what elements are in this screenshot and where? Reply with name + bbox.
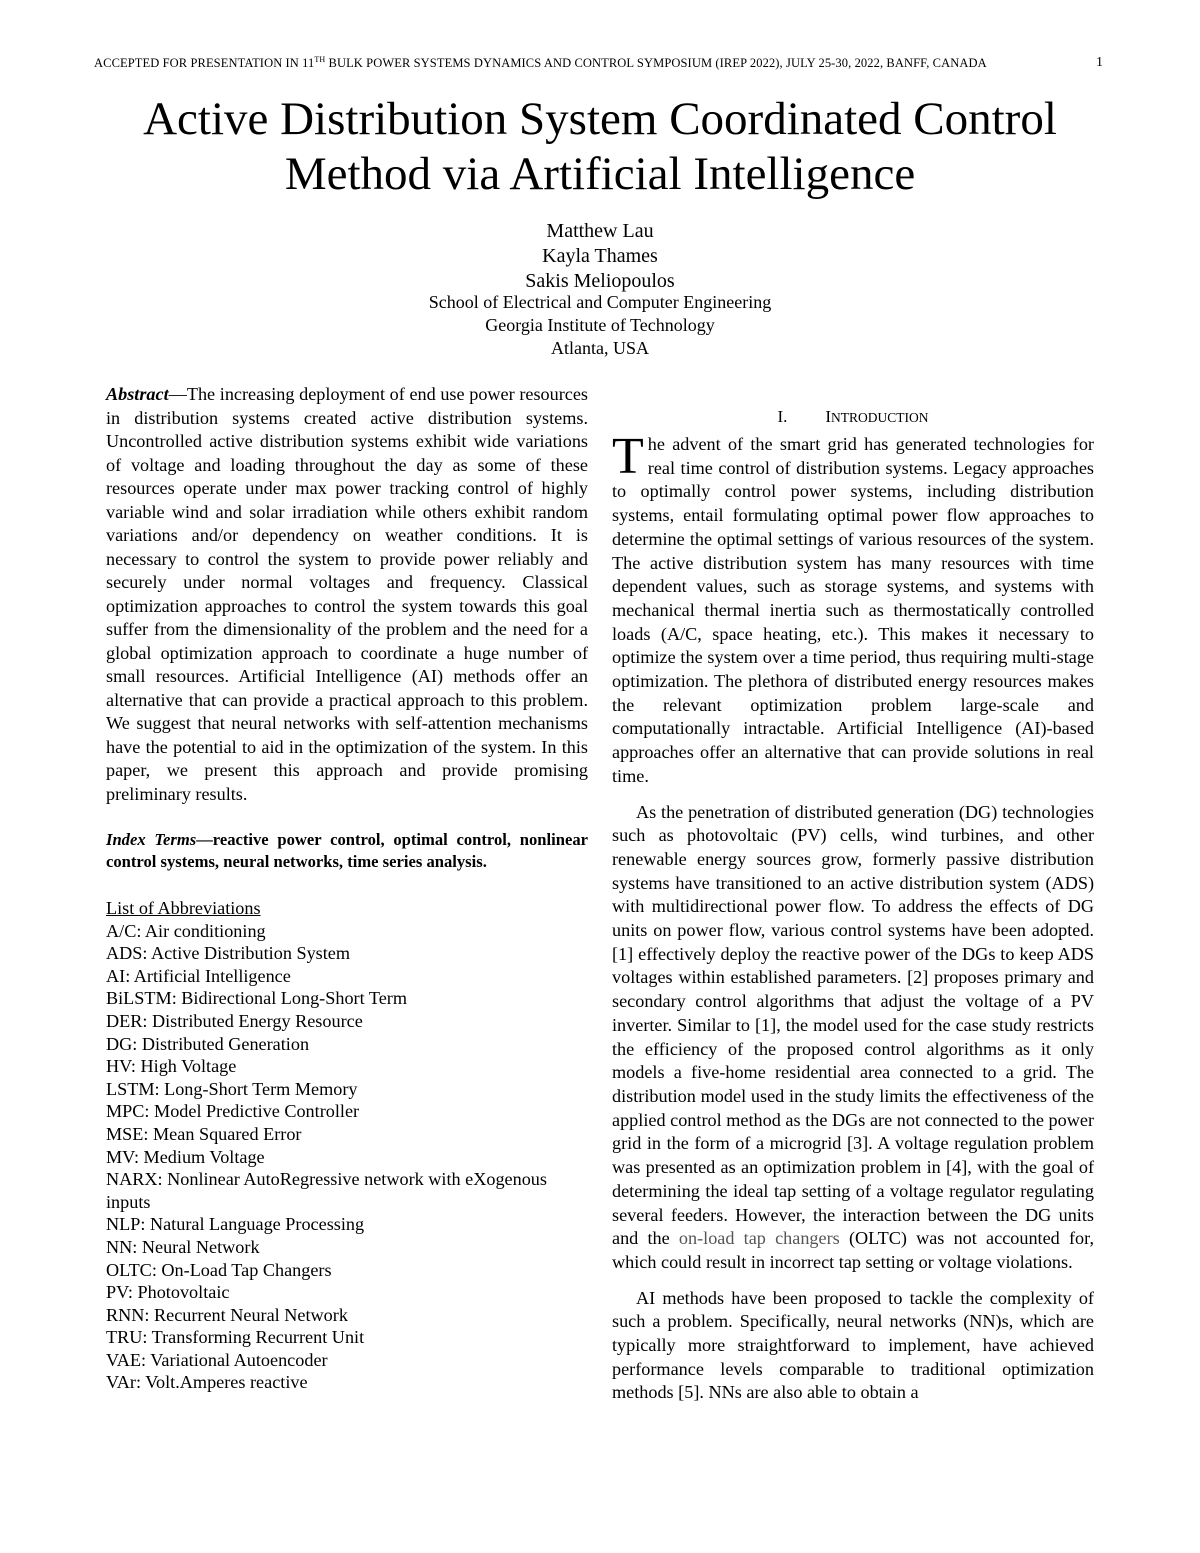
abbreviation-item: VAr: Volt.Amperes reactive xyxy=(106,1372,308,1393)
left-column xyxy=(106,383,588,1394)
abbreviation-item: VAE: Variational Autoencoder xyxy=(106,1349,328,1370)
index-terms-label: Index Terms xyxy=(106,830,197,849)
author-name: Sakis Meliopoulos xyxy=(525,270,675,292)
index-terms xyxy=(106,829,588,872)
abstract-label: Abstract xyxy=(106,384,169,404)
abbreviation-item: PV: Photovoltaic xyxy=(106,1282,230,1303)
affiliation-institute: Georgia Institute of Technology xyxy=(485,315,715,335)
abstract-text: The increasing deployment of end use power resources in distribution systems created active distribution systems. Uncontrolled active distribution systems exhibit wide variations of voltage and loading throughout the day as some of these resources operate under max power tracking control of highly variable wind and solar irradiation while others exhibit random variations and/or dependency on weather conditions. It is necessary to control the system to provide power reliably and securely under normal voltages and frequency. Classical optimization approaches to control the system towards this goal suffer from the dimensionality of the problem and the need for a global optimization approach to coordinate a huge number of small resources. Artificial Intelligence (AI) methods offer an alternative that can provide a practical approach to this problem. We suggest that neural networks with self-attention mechanisms have the potential to aid in the optimization of the system. In this paper, we present this approach and provide promising preliminary results. xyxy=(106,384,588,804)
right-column xyxy=(612,405,1094,1405)
intro-paragraph-1 xyxy=(612,428,1094,789)
running-head-suffix: BULK POWER SYSTEMS DYNAMICS AND CONTROL SYMPOSIUM (IREP 2022), JULY 25-30, 2022, BANFF, CANADA xyxy=(325,56,987,70)
intro-paragraph-2 xyxy=(612,801,1094,1275)
abbreviation-item: DG: Distributed Generation xyxy=(106,1033,310,1054)
abbreviation-item: DER: Distributed Energy Resource xyxy=(106,1010,363,1031)
abbreviations-list xyxy=(106,920,588,1394)
abbreviation-item: NLP: Natural Language Processing xyxy=(106,1214,365,1235)
paper-title xyxy=(0,92,1200,202)
affiliation-location: Atlanta, USA xyxy=(551,338,649,358)
affiliation xyxy=(0,291,1200,360)
author-name: Matthew Lau xyxy=(546,220,654,242)
drop-cap: T xyxy=(612,428,644,485)
intro-paragraph-3 xyxy=(612,1287,1094,1406)
section-heading-initial: I xyxy=(825,407,832,426)
abbreviation-item: AI: Artificial Intelligence xyxy=(106,965,291,986)
author-name: Kayla Thames xyxy=(542,245,658,267)
running-head-superscript: TH xyxy=(314,55,326,64)
abstract xyxy=(106,383,588,806)
section-heading-rest: NTRODUCTION xyxy=(831,410,929,425)
abbreviation-item: LSTM: Long-Short Term Memory xyxy=(106,1078,358,1099)
affiliation-school: School of Electrical and Computer Engineering xyxy=(428,292,772,312)
abbreviation-item: BiLSTM: Bidirectional Long-Short Term xyxy=(106,988,407,1009)
section-heading-introduction xyxy=(612,405,1094,430)
section-number: I. xyxy=(777,407,788,426)
intro-paragraph-3-text: AI methods have been proposed to tackle the complexity of such a problem. Specifically, neural networks (NN)s, which are typically more straightforward to implement, have achieved performance levels comparable to traditional optimization methods [5]. NNs are also able to obtain a xyxy=(612,1287,1094,1403)
abbreviation-item: MSE: Mean Squared Error xyxy=(106,1123,302,1144)
abbreviation-item: MPC: Model Predictive Controller xyxy=(106,1101,360,1122)
abbreviation-item: RNN: Recurrent Neural Network xyxy=(106,1304,348,1325)
abbreviation-item: NN: Neural Network xyxy=(106,1236,260,1257)
intro-paragraph-1-text: he advent of the smart grid has generated technologies for real time control of distribution systems. Legacy approaches to optimally control power systems, including distribution systems, entail formulating optimal power flow approaches to determine the optimal settings of various resources of the system. The active distribution system has many resources with time dependent values, such as storage systems, and systems with mechanical thermal inertia such as thermostatically controlled loads (A/C, space heating, etc.). This makes it necessary to optimize the system over a time period, thus requiring multi-stage optimization. The plethora of distributed energy resources makes the relevant optimization problem large-scale and computationally intractable. Artificial Intelligence (AI)-based approaches offer an alternative that can provide solutions in real time. xyxy=(612,434,1094,786)
title-line-1: Active Distribution System Coordinated Control xyxy=(143,93,1057,145)
page-number: 1 xyxy=(1096,55,1103,70)
oltc-link[interactable]: on-load tap changers xyxy=(678,1228,840,1249)
index-terms-text: reactive power control, optimal control, nonlinear control systems, neural networks, time series analysis. xyxy=(106,830,588,871)
abstract-dash: — xyxy=(168,384,187,404)
intro-paragraph-2-tail: (OLTC) was not accounted for, which could result in incorrect tap setting or voltage violations. xyxy=(612,1228,1094,1272)
abbreviation-item: OLTC: On-Load Tap Changers xyxy=(106,1259,332,1280)
intro-paragraph-2-text: As the penetration of distributed generation (DG) technologies such as photovoltaic (PV) cells, wind turbines, and other renewable energy sources grow, formerly passive distribution systems have transitioned to an active distribution system (ADS) with multidirectional power flow. To address the effects of DG units on power flow, various control systems have been adopted. [1] effectively deploy the reactive power of the DGs to keep ADS voltages within established parameters. [2] proposes primary and secondary control algorithms that adjust the voltage of a PV inverter. Similar to [1], the model used for the case study restricts the efficiency of the proposed control algorithms as it only models a five-home residential area connected to a grid. The distribution model used in the study limits the effectiveness of the applied control method as the DGs are not connected to the power grid in the form of a microgrid [3]. A voltage regulation problem was presented as an optimization problem in [4], with the goal of determining the ideal tap setting of a voltage regulator regulating several feeders. However, the interaction between the DG units and the xyxy=(612,801,1094,1249)
abbreviations-title: List of Abbreviations xyxy=(106,898,261,918)
abbreviation-item: NARX: Nonlinear AutoRegressive network with eXogenous inputs xyxy=(106,1169,547,1212)
author-list xyxy=(0,219,1200,294)
running-head-prefix: ACCEPTED FOR PRESENTATION IN 11 xyxy=(94,56,315,70)
index-terms-dash: — xyxy=(196,830,213,849)
abbreviation-item: MV: Medium Voltage xyxy=(106,1146,265,1167)
abbreviation-item: TRU: Transforming Recurrent Unit xyxy=(106,1327,365,1348)
abbreviation-item: HV: High Voltage xyxy=(106,1056,237,1077)
abbreviation-item: A/C: Air conditioning xyxy=(106,920,266,941)
title-line-2: Method via Artificial Intelligence xyxy=(284,148,916,200)
running-head xyxy=(94,55,1074,71)
abbreviation-item: ADS: Active Distribution System xyxy=(106,943,351,964)
